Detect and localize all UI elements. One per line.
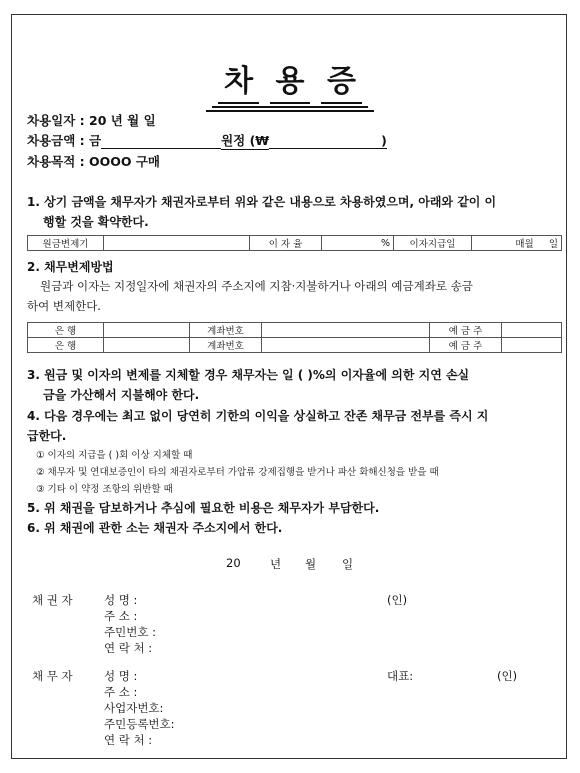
day-text: 일 — [548, 239, 558, 250]
interest-rate-cell[interactable]: % — [322, 236, 394, 251]
debtor-name-field[interactable]: 성 명 : — [104, 669, 138, 683]
bank-account-table — [27, 322, 562, 353]
amount-prefix: 차용금액 : 금 — [27, 133, 102, 148]
creditor-seal: (인) — [387, 593, 408, 607]
account-label: 계좌번호 — [190, 323, 262, 338]
title-char-2: 용 — [270, 56, 311, 104]
debtor-seal: (인) — [497, 669, 518, 683]
title-char-3: 증 — [321, 56, 362, 104]
account-cell[interactable] — [262, 323, 430, 338]
clause-4-item-2: ② 채무자 및 연대보증인이 타의 채권자로부터 가압류 강제집행을 받거나 파산 화해신청을 받을 때 — [36, 467, 439, 478]
repayment-terms-table — [27, 235, 562, 251]
clause-5: 5. 위 채권을 담보하거나 추심에 필요한 비용은 채무자가 부담한다. — [27, 501, 380, 515]
clause-4-item-1: ① 이자의 지급을 ( )회 이상 지체할 때 — [36, 450, 193, 461]
debtor-contact-field[interactable]: 연 락 처 : — [104, 733, 153, 747]
repay-date-cell[interactable] — [104, 236, 250, 251]
bank-label: 은 행 — [28, 323, 104, 338]
bank-cell[interactable] — [104, 323, 190, 338]
loan-purpose: 차용목적 : OOOO 구매 — [27, 154, 161, 169]
clause-4-line-2: 급한다. — [27, 429, 67, 443]
amount-number-blank — [269, 133, 381, 149]
sign-date-day-label: 일 — [342, 557, 354, 571]
document-title — [0, 56, 580, 112]
creditor-address-field[interactable]: 주 소 : — [104, 609, 138, 623]
amount-blank — [101, 133, 221, 149]
interest-pay-day-cell[interactable] — [472, 236, 562, 251]
creditor-name-field[interactable]: 성 명 : — [104, 593, 138, 607]
clause-1-line-2: 행할 것을 확약한다. — [43, 215, 149, 229]
holder-cell[interactable] — [502, 323, 562, 338]
amount-suffix: 원정 (₩ — [221, 133, 270, 148]
clause-3-line-2: 금을 가산해서 지불해야 한다. — [43, 388, 200, 402]
creditor-id-field[interactable]: 주민번호 : — [104, 625, 156, 639]
interest-pay-day-label: 이자지급일 — [394, 236, 472, 251]
clause-2-line-1: 원금과 이자는 지정일자에 채권자의 주소지에 지참·지불하거나 아래의 예금계좌로 송금 — [40, 279, 473, 293]
loan-amount — [27, 131, 387, 150]
clause-4-item-3: ③ 기타 이 약정 조항의 위반할 때 — [36, 484, 173, 495]
table-row — [28, 338, 562, 353]
title-char-1: 차 — [218, 56, 259, 104]
bank-label: 은 행 — [28, 338, 104, 353]
debtor-reg-no-field[interactable]: 주민등록번호: — [104, 717, 175, 731]
interest-rate-label: 이 자 율 — [250, 236, 322, 251]
creditor-label: 채 권 자 — [32, 593, 73, 607]
clause-2-title: 2. 채무변제방법 — [27, 260, 114, 274]
clause-1-line-1: 1. 상기 금액을 채무자가 채권자로부터 위와 같은 내용으로 차용하였으며, 아래와 같이 이 — [27, 195, 497, 209]
debtor-representative: 대표: — [387, 669, 414, 683]
holder-label: 예 금 주 — [430, 338, 502, 353]
repay-date-label: 원금변제기 — [28, 236, 104, 251]
sign-date-year: 20 — [226, 556, 241, 570]
holder-cell[interactable] — [502, 338, 562, 353]
clause-6: 6. 위 채권에 관한 소는 채권자 주소지에서 한다. — [27, 521, 283, 535]
creditor-contact-field[interactable]: 연 락 처 : — [104, 641, 153, 655]
amount-close: ) — [381, 133, 387, 148]
debtor-label: 채 무 자 — [32, 669, 73, 683]
account-label: 계좌번호 — [190, 338, 262, 353]
bank-cell[interactable] — [104, 338, 190, 353]
sign-date-month-label: 월 — [305, 557, 317, 571]
holder-label: 예 금 주 — [430, 323, 502, 338]
monthly-text: 매월 — [515, 239, 534, 250]
loan-date: 차용일자 : 20 년 월 일 — [27, 113, 156, 128]
sign-date-year-label: 년 — [270, 557, 282, 571]
debtor-biz-no-field[interactable]: 사업자번호: — [104, 701, 164, 715]
account-cell[interactable] — [262, 338, 430, 353]
clause-2-line-2: 하여 변제한다. — [27, 299, 101, 313]
table-row — [28, 323, 562, 338]
clause-4-line-1: 4. 다음 경우에는 최고 없이 당연히 기한의 이익을 상실하고 잔존 채무금 전부를 즉시 지 — [27, 409, 489, 423]
clause-3-line-1: 3. 원금 및 이자의 변제를 지체할 경우 채무자는 일 ( )%의 이자율에 의한 지연 손실 — [27, 368, 470, 382]
debtor-address-field[interactable]: 주 소 : — [104, 685, 138, 699]
